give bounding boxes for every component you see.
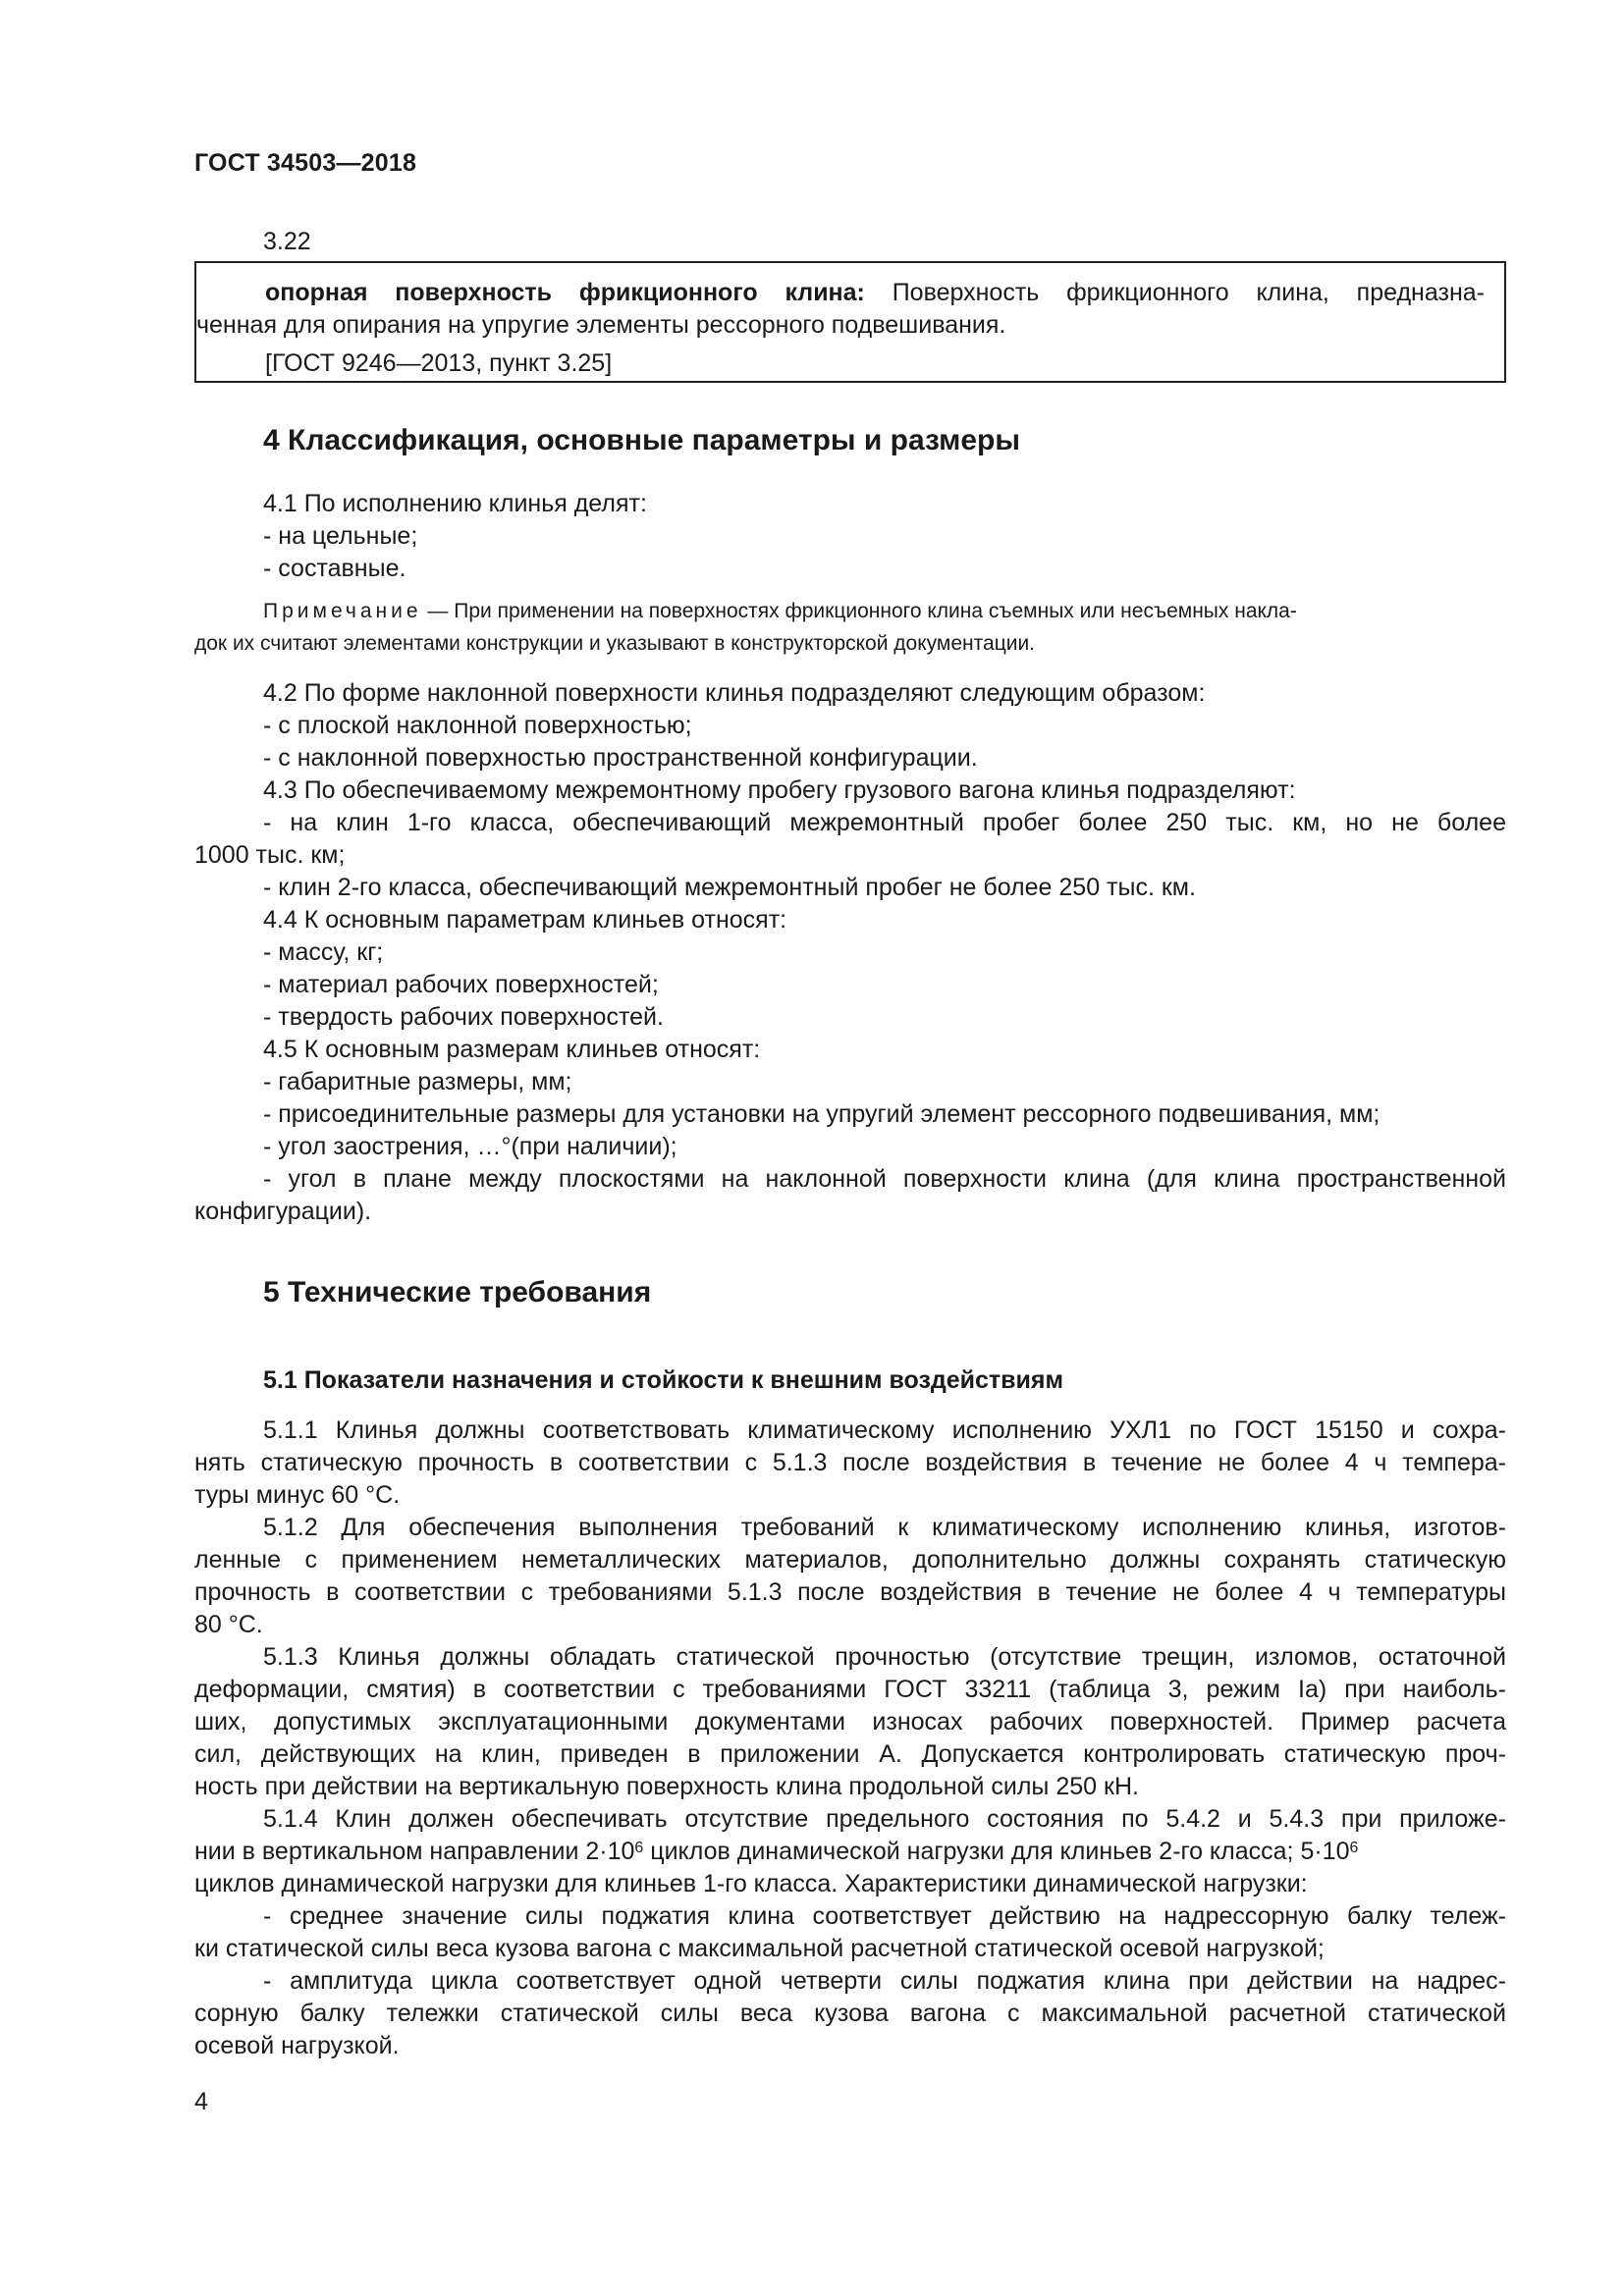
list-item: - угол в плане между плоскостями на наклонной поверхности клина (для клина пространственной [263,1165,1506,1193]
clause-4-1: 4.1 По исполнению клинья делят: [263,490,647,517]
clause-5-1-3-line: 5.1.3 Клинья должны обладать статической прочностью (отсутствие трещин, изломов, остаточной [263,1643,1506,1671]
list-item: - амплитуда цикла соответствует одной четверти силы поджатия клина при действии на надрес- [263,1967,1506,1995]
term-reference: [ГОСТ 9246—2013, пункт 3.25] [265,349,613,377]
clause-5-1-4-line: циклов динамической нагрузки для клиньев 1-го класса. Характеристики динамической нагрузки: [194,1870,1308,1897]
clause-5-1-1-line: нять статическую прочность в соответствии с 5.1.3 после воздействия в течение не более 4 ч темпера- [194,1449,1506,1476]
list-item: - среднее значение силы поджатия клина соответствует действию на надрессорную балку тележ- [263,1902,1506,1930]
clause-4-5: 4.5 К основным размерам клиньев относят: [263,1036,761,1063]
list-item-continuation: сорную балку тележки статической силы веса кузова вагона с максимальной расчетной статической [194,2000,1506,2027]
subsection-5-1-title: 5.1 Показатели назначения и стойкости к внешним воздействиям [263,1366,1063,1394]
term-definition-part1: Поверхность фрикционного клина, предназна- [892,279,1485,306]
list-item: - с плоской наклонной поверхностью; [263,712,692,739]
clause-5-1-4-line: 5.1.4 Клин должен обеспечивать отсутствие предельного состояния по 5.4.2 и 5.4.3 при приложе- [263,1805,1506,1833]
exponent: 6 [1349,1840,1359,1856]
list-item-continuation: 1000 тыс. км; [194,841,346,869]
list-item: - на клин 1-го класса, обеспечивающий межремонтный пробег более 250 тыс. км, но не более [263,809,1506,836]
list-item: - с наклонной поверхностью пространственной конфигурации. [263,744,978,772]
list-item: - массу, кг; [263,938,384,966]
list-item: - присоединительные размеры для установки на упругий элемент рессорного подвешивания, мм; [263,1100,1380,1128]
list-item: - составные. [263,555,406,582]
clause-5-1-3-line: ность при действии на вертикальную поверхность клина продольной силы 250 кН. [194,1773,1139,1800]
term-number: 3.22 [263,228,311,255]
list-item-continuation: осевой нагрузкой. [194,2032,400,2059]
section-4-title: 4 Классификация, основные параметры и размеры [263,424,1021,456]
list-item: - угол заострения, …°(при наличии); [263,1133,677,1160]
note-label: Примечание [263,600,422,622]
clause-5-1-1-line: туры минус 60 °С. [194,1481,401,1509]
note-line-1: Примечание — При применении на поверхностях фрикционного клина съемных или несъемных накла- [263,600,1297,622]
clause-5-1-2-line: 5.1.2 Для обеспечения выполнения требований к климатическому исполнению клинья, изготов- [263,1514,1506,1541]
clause-5-1-3-line: сил, действующих на клин, приведен в приложении А. Допускается контролировать статическую проч- [194,1740,1506,1768]
note-line-2: док их считают элементами конструкции и указывают в конструкторской документации. [194,632,1036,655]
clause-5-1-2-line: ленные с применением неметаллических материалов, дополнительно должны сохранять статическую [194,1546,1506,1574]
document-code-header: ГОСТ 34503—2018 [194,149,417,177]
list-item: - твердость рабочих поверхностей. [263,1003,664,1031]
term-line-1 [265,277,1485,309]
clause-5-1-2-line: 80 °С. [194,1611,263,1638]
term-definition-box [194,261,1506,383]
list-item-continuation: конфигурации). [194,1198,372,1225]
term-line-2: ченная для опирания на упругие элементы рессорного подвешивания. [196,311,1006,339]
list-item: - габаритные размеры, мм; [263,1068,572,1095]
term-name: опорная поверхность фрикционного клина: [265,279,865,306]
page-number: 4 [194,2088,208,2115]
clause-5-1-3-line: ших, допустимых эксплуатационными документами износах рабочих поверхностей. Пример расчета [194,1708,1506,1735]
clause-5-1-4-text: нии в вертикальном направлении $2\cdot 10^6$ циклов динамической нагрузки для клиньев 2-го класса; $5\cdot 10^6$ [194,1838,1359,1865]
section-5-title: 5 Технические требования [263,1276,652,1308]
list-item: - материал рабочих поверхностей; [263,971,659,998]
exponent: 6 [634,1840,644,1856]
list-item: - на цельные; [263,522,418,550]
clause-5-1-4-line [194,1836,1506,1868]
clause-5-1-1-line: 5.1.1 Клинья должны соответствовать климатическому исполнению УХЛ1 по ГОСТ 15150 и сохра- [263,1416,1506,1444]
clause-4-3: 4.3 По обеспечиваемому межремонтному пробегу грузового вагона клинья подразделяют: [263,776,1296,804]
list-item-continuation: ки статической силы веса кузова вагона с максимальной расчетной статической осевой нагрузкой; [194,1935,1325,1962]
clause-4-4: 4.4 К основным параметрам клиньев относят: [263,906,787,934]
clause-5-1-2-line: прочность в соответствии с требованиями 5.1.3 после воздействия в течение не более 4 ч температуры [194,1578,1506,1606]
clause-5-1-3-line: деформации, смятия) в соответствии с требованиями ГОСТ 33211 (таблица 3, режим Iа) при наиболь- [194,1676,1506,1703]
clause-4-2: 4.2 По форме наклонной поверхности клинья подразделяют следующим образом: [263,679,1206,707]
list-item: - клин 2-го класса, обеспечивающий межремонтный пробег не более 250 тыс. км. [263,874,1196,901]
